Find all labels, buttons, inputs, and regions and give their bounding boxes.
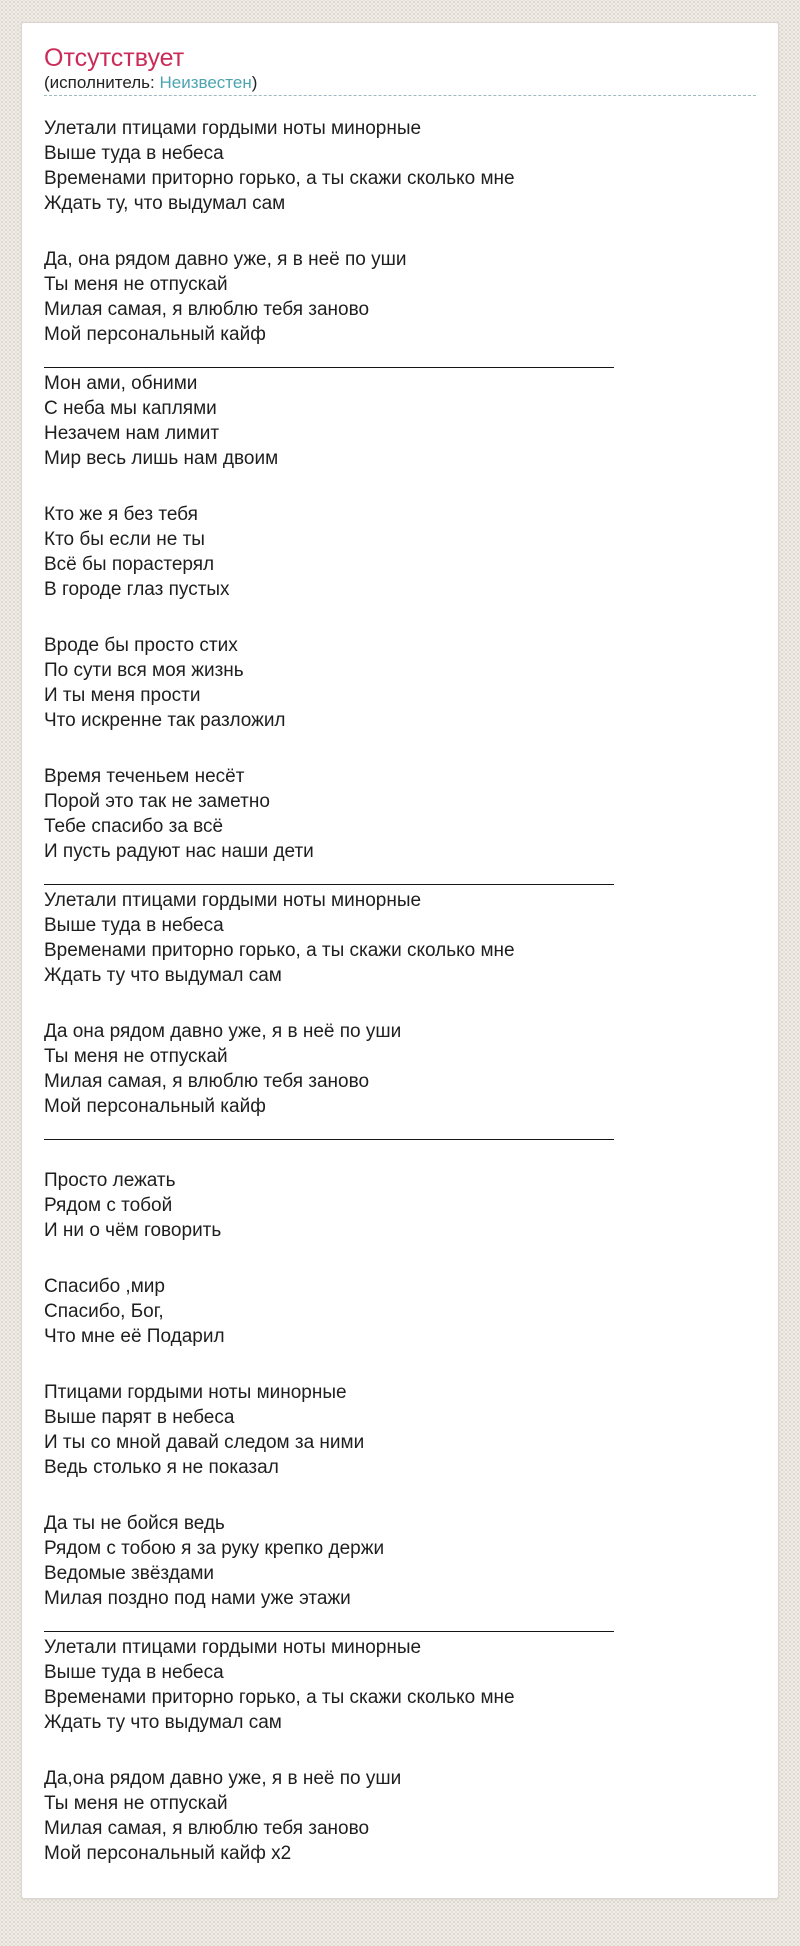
lyric-line: Мой персональный кайф [44,1096,266,1117]
lyric-line: Улетали птицами гордыми ноты минорные [44,890,422,911]
lyric-line: Мир весь лишь нам двоим [44,448,279,469]
lyric-line: Время теченьем несёт [44,766,245,787]
lyric-line: Мон ами, обними [44,373,198,394]
lyrics-stanza [44,764,756,864]
lyric-line: Порой это так не заметно [44,791,270,812]
artist-prefix-label: (исполнитель: [44,73,160,92]
section-separator-line [44,1611,614,1632]
content-card [21,22,779,1899]
lyric-line: Выше туда в небеса [44,915,224,936]
lyric-line: Да ты не бойся ведь [44,1513,225,1534]
lyric-line: Вроде бы просто стих [44,635,238,656]
lyrics-stanza [44,116,756,216]
lyric-line: Птицами гордыми ноты минорные [44,1382,347,1403]
lyric-line: Кто же я без тебя [44,504,198,525]
lyric-line: Спасибо, Бог, [44,1301,164,1322]
section-separator-line [44,1119,614,1140]
lyrics-stanza [44,502,756,602]
blank-spacer [44,1143,756,1168]
lyrics-stanza [44,1511,756,1611]
song-header [44,43,756,96]
lyric-line: Мой персональный кайф [44,324,266,345]
lyrics-stanza [44,888,756,988]
lyric-line: Выше парят в небеса [44,1407,235,1428]
lyric-line: Ведомые звёздами [44,1563,215,1584]
lyric-line: Кто бы если не ты [44,529,205,550]
lyric-line: И ты меня прости [44,685,201,706]
artist-line [44,73,756,93]
lyric-line: По сути вся моя жизнь [44,660,244,681]
lyrics-stanza [44,633,756,733]
lyric-line: И ни о чём говорить [44,1220,222,1241]
lyric-line: Спасибо ,мир [44,1276,165,1297]
lyric-line: Выше туда в небеса [44,1662,224,1683]
lyrics-stanza [44,1380,756,1480]
lyric-line: Ты меня не отпускай [44,274,228,295]
lyric-line: Милая поздно под нами уже этажи [44,1588,351,1609]
lyric-line: Мой персональный кайф х2 [44,1843,292,1864]
lyrics-stanza [44,371,756,471]
lyric-line: С неба мы каплями [44,398,217,419]
lyric-line: Да,она рядом давно уже, я в неё по уши [44,1768,402,1789]
lyric-line: Всё бы порастерял [44,554,215,575]
lyric-line: Тебе спасибо за всё [44,816,224,837]
lyrics-stanza [44,1019,756,1119]
lyric-line: Милая самая, я влюблю тебя заново [44,1071,370,1092]
lyric-line: Ждать ту что выдумал сам [44,965,282,986]
lyric-line: Рядом с тобою я за руку крепко держи [44,1538,385,1559]
lyric-line: Что мне её Подарил [44,1326,225,1347]
lyric-line: Временами приторно горько, а ты скажи сколько мне [44,168,515,189]
artist-link[interactable]: Неизвестен [159,73,252,92]
lyric-line: Что искренне так разложил [44,710,286,731]
lyric-line: Ты меня не отпускай [44,1793,228,1814]
lyric-line: Улетали птицами гордыми ноты минорные [44,1637,422,1658]
lyric-line: Временами приторно горько, а ты скажи сколько мне [44,1687,515,1708]
lyrics-stanza [44,1635,756,1735]
lyrics-stanza [44,1168,756,1243]
lyric-line: Рядом с тобой [44,1195,173,1216]
lyrics-stanza [44,1274,756,1349]
lyric-line: В городе глаз пустых [44,579,230,600]
lyric-line: Просто лежать [44,1170,176,1191]
lyric-line: И пусть радуют нас наши дети [44,841,314,862]
lyric-line: Милая самая, я влюблю тебя заново [44,299,370,320]
lyric-line: Да она рядом давно уже, я в неё по уши [44,1021,402,1042]
lyrics-stanza [44,247,756,347]
artist-suffix-label: ) [251,73,258,92]
lyric-line: Ждать ту что выдумал сам [44,1712,282,1733]
lyric-line: Ведь столько я не показал [44,1457,279,1478]
lyric-line: Улетали птицами гордыми ноты минорные [44,118,422,139]
lyric-line: И ты со мной давай следом за ними [44,1432,365,1453]
lyric-line: Милая самая, я влюблю тебя заново [44,1818,370,1839]
lyric-line: Ждать ту, что выдумал сам [44,193,286,214]
lyric-line: Временами приторно горько, а ты скажи сколько мне [44,940,515,961]
lyrics-stanza [44,1766,756,1866]
section-separator-line [44,864,614,885]
lyric-line: Выше туда в небеса [44,143,224,164]
lyric-line: Да, она рядом давно уже, я в неё по уши [44,249,407,270]
lyric-line: Незачем нам лимит [44,423,220,444]
lyric-line: Ты меня не отпускай [44,1046,228,1067]
lyrics-text [44,116,756,1866]
section-separator-line [44,347,614,368]
song-title: Отсутствует [44,44,185,72]
